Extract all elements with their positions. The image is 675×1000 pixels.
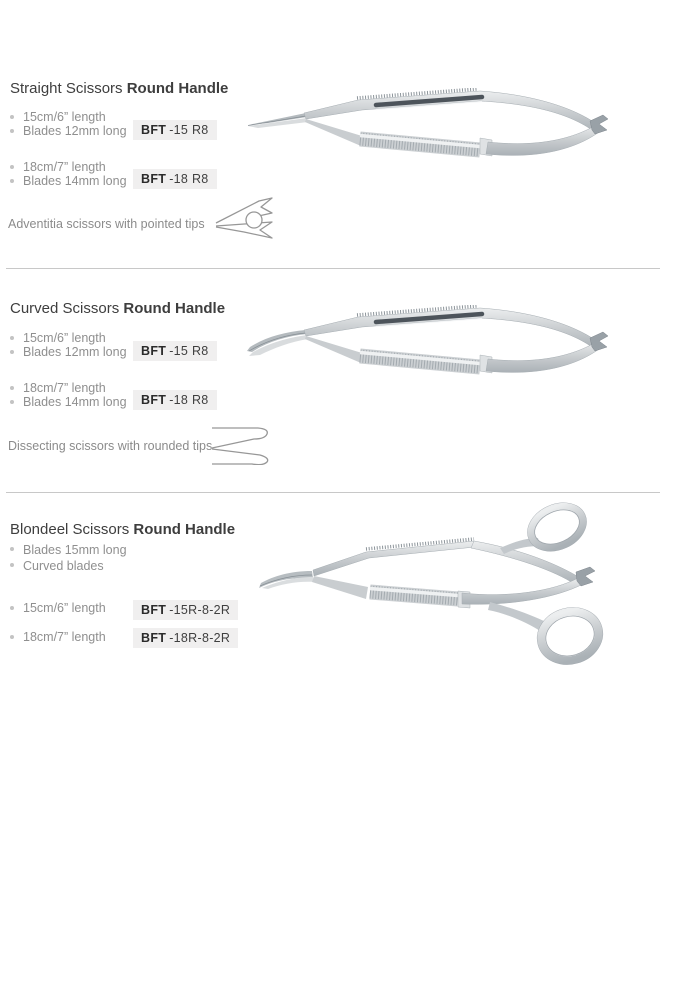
code-number: -18 R8 [169, 172, 209, 186]
spec-line: Blades 14mm long [23, 174, 127, 188]
code-prefix: BFT [141, 393, 167, 407]
curved-scissors-photo [240, 305, 615, 381]
code-number: -15R-8-2R [169, 603, 231, 617]
section-note: Adventitia scissors with pointed tips [8, 217, 205, 231]
bullet-dot [10, 350, 14, 354]
bullet-dot [10, 635, 14, 639]
bullet-dot [10, 179, 14, 183]
bullet-dot [10, 400, 14, 404]
spec-line: 18cm/7” length [23, 630, 106, 644]
feature-line: Curved blades [23, 559, 104, 573]
section-title [10, 81, 228, 96]
section-divider [6, 492, 660, 493]
code-number: -15 R8 [169, 123, 209, 137]
title-leading: Blondeel Scissors [10, 521, 130, 538]
bullet-dot [10, 386, 14, 390]
code-prefix: BFT [141, 172, 167, 186]
bullet-dot [10, 563, 14, 567]
bullet-dot [10, 606, 14, 610]
spec-line: 15cm/6” length [23, 601, 106, 615]
spec-list [10, 601, 106, 615]
product-code-badge [133, 390, 217, 410]
feature-list [10, 542, 127, 574]
feature-line: Blades 15mm long [23, 543, 127, 557]
code-number: -18R-8-2R [169, 631, 231, 645]
title-emphasis: Round Handle [133, 521, 236, 538]
spec-line: Blades 12mm long [23, 124, 127, 138]
spec-list [10, 331, 127, 359]
spec-line: 18cm/7” length [23, 381, 106, 395]
section-divider [6, 268, 660, 269]
pointed-tips-icon [214, 196, 274, 242]
spec-list [10, 160, 127, 188]
code-prefix: BFT [141, 344, 167, 358]
bullet-dot [10, 129, 14, 133]
code-prefix: BFT [141, 603, 167, 617]
product-code-badge [133, 600, 238, 620]
bullet-dot [10, 165, 14, 169]
spec-line: Blades 12mm long [23, 345, 127, 359]
section-title [10, 301, 225, 316]
spec-list [10, 110, 127, 138]
spec-line: Blades 14mm long [23, 395, 127, 409]
title-leading: Straight Scissors [10, 80, 123, 97]
spec-line: 18cm/7” length [23, 160, 106, 174]
title-emphasis: Round Handle [123, 300, 226, 317]
bullet-dot [10, 336, 14, 340]
spec-line: 15cm/6” length [23, 331, 106, 345]
section-note: Dissecting scissors with rounded tips [8, 439, 213, 453]
spec-list [10, 381, 127, 409]
spec-list [10, 630, 106, 644]
product-code-badge [133, 341, 217, 361]
product-code-badge [133, 169, 217, 189]
code-number: -18 R8 [169, 393, 209, 407]
code-prefix: BFT [141, 123, 167, 137]
bullet-dot [10, 115, 14, 119]
rounded-tips-icon [212, 419, 276, 465]
section-title [10, 522, 235, 537]
product-code-badge [133, 120, 217, 140]
blondeel-scissors-photo [256, 498, 664, 668]
title-emphasis: Round Handle [126, 80, 229, 97]
product-code-badge [133, 628, 238, 648]
title-leading: Curved Scissors [10, 300, 120, 317]
spec-line: 15cm/6” length [23, 110, 106, 124]
code-prefix: BFT [141, 631, 167, 645]
code-number: -15 R8 [169, 344, 209, 358]
bullet-dot [10, 547, 14, 551]
straight-scissors-photo [240, 88, 615, 164]
